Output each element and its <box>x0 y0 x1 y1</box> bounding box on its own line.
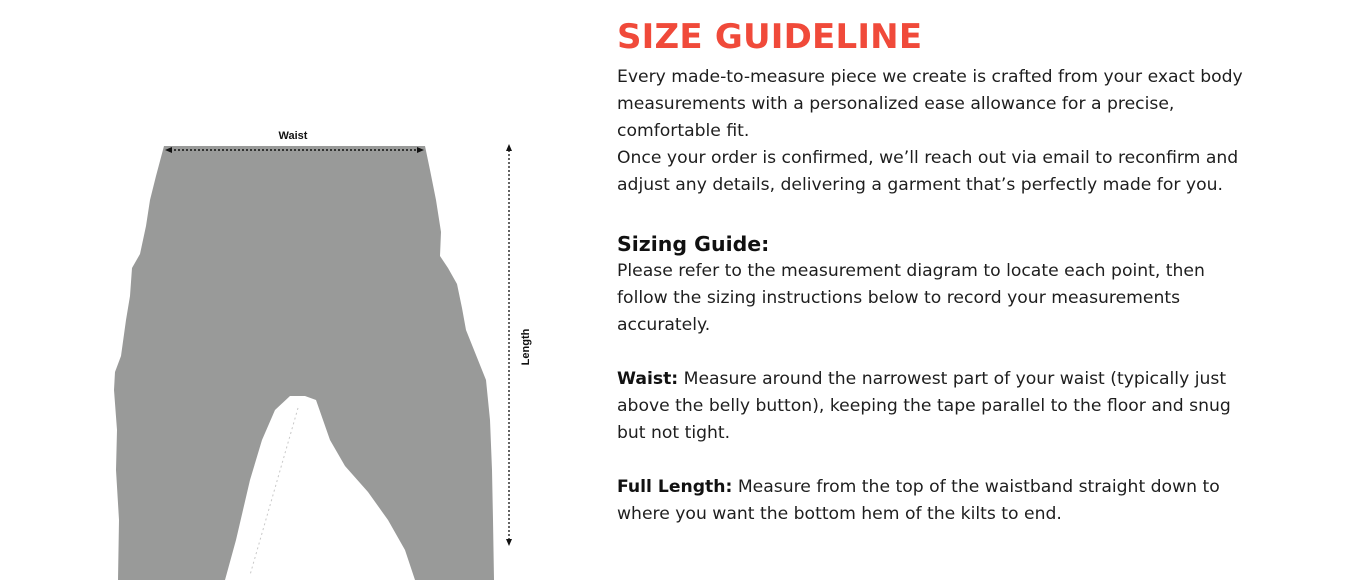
pants-silhouette <box>114 146 494 580</box>
pants-diagram-svg <box>0 0 600 580</box>
length-instruction <box>617 474 1257 528</box>
length-arrow-top <box>506 144 512 151</box>
spacer <box>617 199 1297 226</box>
spacer <box>617 339 1297 366</box>
intro-paragraph-2: Once your order is confirmed, we’ll reach out via email to reconfirm and adjust any details, delivering a garment that’s perfectly made for you. <box>617 148 1239 195</box>
waist-instruction <box>617 366 1257 447</box>
page-title: SIZE GUIDELINE <box>617 17 923 57</box>
guideline-text-column <box>617 14 1297 528</box>
length-arrow-bottom <box>506 539 512 546</box>
waist-instruction-text: Measure around the narrowest part of your waist (typically just above the belly button), keeping the tape parallel to the floor and snug but not tight. <box>617 369 1231 443</box>
sizing-guide-heading: Sizing Guide: <box>617 232 770 256</box>
length-instruction-text: Measure from the top of the waistband straight down to where you want the bottom hem of the kilts to end. <box>617 477 1220 524</box>
full-length-term: Full Length: <box>617 477 733 497</box>
measurement-diagram <box>0 0 600 580</box>
sizing-guide-text: Please refer to the measurement diagram to locate each point, then follow the sizing instructions below to record your measurements accurately. <box>617 261 1205 335</box>
waist-label: Waist <box>278 130 308 142</box>
length-label: Length <box>520 328 532 366</box>
waist-term: Waist: <box>617 369 679 389</box>
spacer <box>617 447 1297 474</box>
intro-paragraph-1: Every made-to-measure piece we create is crafted from your exact body measurements with a personalized ease allowance for a precise, comfortable fit. <box>617 67 1243 141</box>
